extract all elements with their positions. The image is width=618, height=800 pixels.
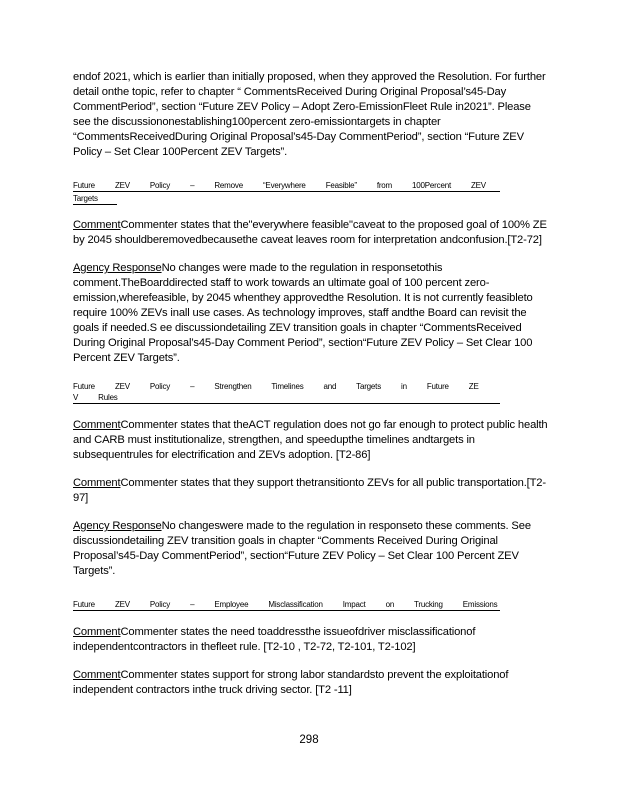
- comment-text: Commenter states the need toaddressthe issueofdriver misclassificationof independentcontractors in thefleet rule. [T2-10 , T2-72, T2-101, T2-102]: [73, 626, 476, 653]
- comment-label: Comment: [73, 626, 121, 638]
- section-heading-line: Future ZEV Policy – Employee Misclassification Impact on Trucking Emissions: [73, 599, 500, 611]
- section-heading-line: Targets: [73, 193, 117, 205]
- comment-label: Comment: [73, 419, 121, 431]
- page-number: 298: [299, 734, 319, 746]
- response-paragraph: [73, 261, 548, 366]
- response-text: No changes were made to the regulation in responsetothis comment.TheBoarddirected staff to work towards an ultimate goal of 100 percent zero-emission,wherefeasible, by 2045 whenthey approvedthe Resolution. It is not currently feasibleto require 100% ZEVs inall use cases. As technology improves, staff andthe Board can revisit the goals if needed.S ee discussiondetailing ZEV transition goals in chapter “CommentsReceived During Original Proposal’s45-Day Comment Period”, section“Future ZEV Policy – Set Clear 100 Percent ZEV Targets”.: [73, 262, 533, 364]
- section-heading-line: Future ZEV Policy – Remove “Everywhere Feasible” from 100Percent ZEV: [73, 180, 500, 192]
- comment-paragraph: [73, 218, 548, 248]
- section-heading-line: Future ZEV Policy – Strengthen Timelines and Targets in Future ZE V Rules: [73, 381, 500, 404]
- intro-paragraph: endof 2021, which is earlier than initially proposed, when they approved the Resolution. For further detail onthe topic, refer to chapter “ CommentsReceived During Original Proposal’s45-Day CommentPeriod”, section “Future ZEV Policy – Adopt Zero-EmissionFleet Rule in2021”. Please see the discussiononestablishing100percent zero-emissiontargets in chapter “CommentsReceivedDuring Original Proposal’s45-Day CommentPeriod”, section “Future ZEV Policy – Set Clear 100Percent ZEV Targets”.: [73, 71, 546, 158]
- response-label: Agency Response: [73, 520, 162, 532]
- section-heading: [73, 175, 548, 205]
- comment-text: Commenter states that theACT regulation does not go far enough to protect public health and CARB must institutionalize, strengthen, and speedupthe timelines andtargets in subsequentrules for electrification and ZEVs adoption. [T2-86]: [73, 419, 548, 461]
- response-label: Agency Response: [73, 262, 162, 274]
- response-text: No changeswere made to the regulation in responseto these comments. See discussiondetailing ZEV transition goals in chapter “Comments Received During Original Proposal’s45-Day CommentPeriod”, section“Future ZEV Policy – Set Clear 100 Percent ZEV Targets”.: [73, 520, 531, 577]
- section-heading: [73, 381, 548, 405]
- comment-label: Comment: [73, 477, 121, 489]
- document-body: [73, 70, 548, 698]
- comment-paragraph: [73, 668, 548, 698]
- comment-paragraph: [73, 625, 548, 655]
- comment-paragraph: [73, 418, 548, 463]
- comment-paragraph: [73, 476, 548, 506]
- response-paragraph: [73, 519, 548, 579]
- comment-text: Commenter states support for strong labor standardsto prevent the exploitationof independent contractors inthe truck driving sector. [T2 -11]: [73, 669, 509, 696]
- comment-label: Comment: [73, 219, 121, 231]
- comment-text: Commenter states that the"everywhere feasible"caveat to the proposed goal of 100% ZE by 2045 shouldberemovedbecausethe caveat leaves room for interpretation andconfusion.[T2-72]: [73, 219, 547, 246]
- comment-text: Commenter states that they support thetransitionto ZEVs for all public transportation.[T2-97]: [73, 477, 546, 504]
- comment-label: Comment: [73, 669, 121, 681]
- section-heading: [73, 594, 548, 612]
